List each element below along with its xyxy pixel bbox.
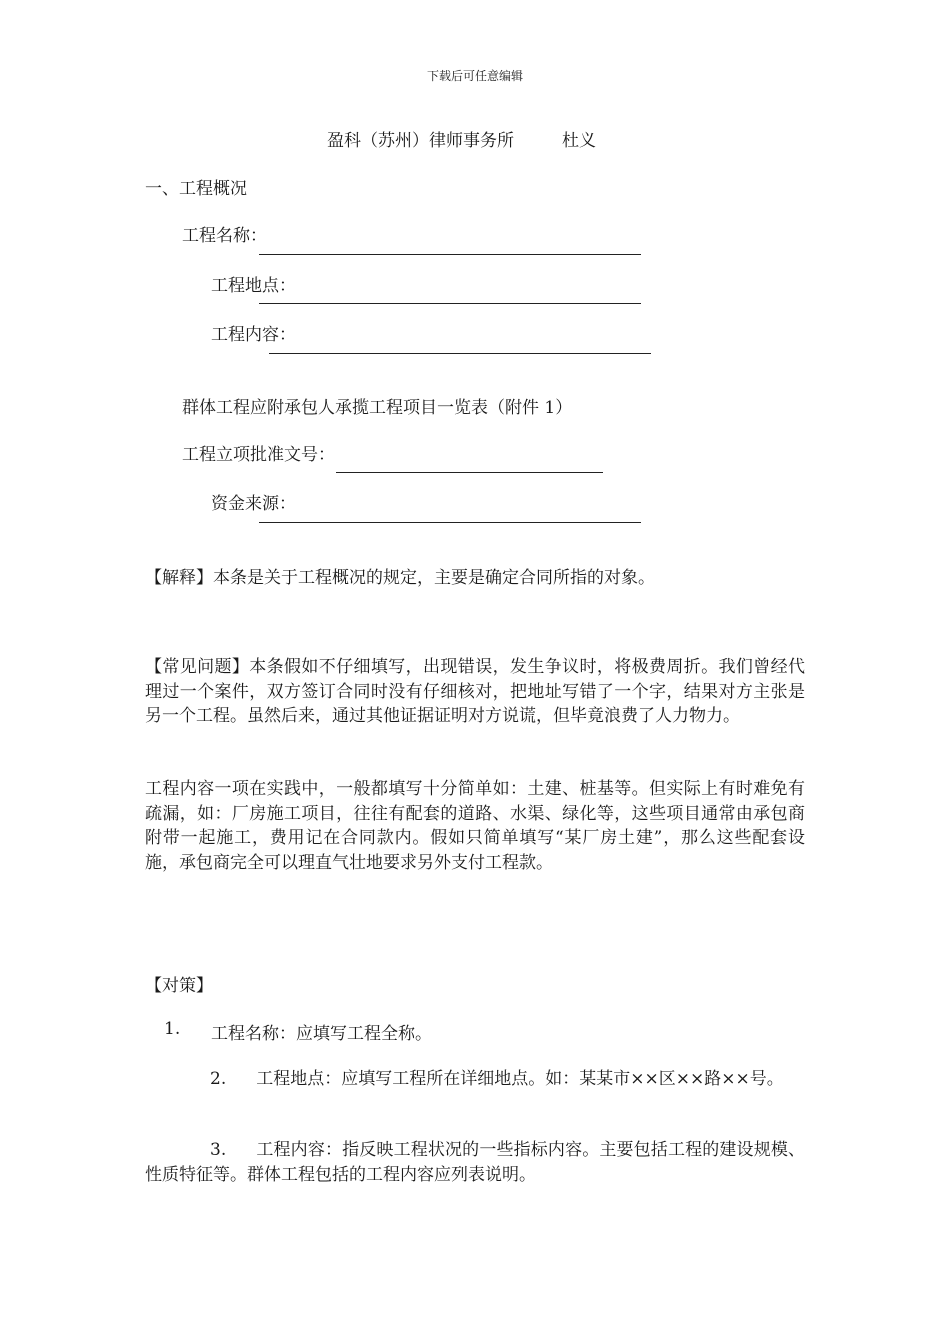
law-firm-name: 盈科（苏州）律师事务所: [327, 131, 514, 151]
field-label-project-name: 工程名称：: [182, 226, 267, 246]
funding-source-blank: [259, 522, 641, 523]
field-label-project-location: 工程地点：: [211, 276, 296, 296]
document-title: [327, 126, 596, 151]
project-content-blank: [269, 353, 651, 354]
field-label-project-content: 工程内容：: [211, 325, 296, 345]
countermeasure-item-3-text: 工程内容：指反映工程状况的一些指标内容。主要包括工程的建设规模、性质特征等。群体工程包括的工程内容应列表说明。: [145, 1140, 805, 1185]
explanation-paragraph: 【解释】本条是关于工程概况的规定，主要是确定合同所指的对象。: [145, 568, 655, 588]
header-note: 下载后可任意编辑: [426, 69, 523, 83]
field-label-funding-source: 资金来源：: [211, 494, 296, 514]
project-location-blank: [259, 303, 641, 304]
project-name-blank: [259, 254, 641, 255]
section-heading: 一、工程概况: [145, 179, 247, 199]
countermeasure-item-1-number: 1.: [164, 1019, 181, 1039]
countermeasure-item-2-number: 2.: [210, 1069, 227, 1089]
countermeasure-item-2: [145, 1067, 805, 1092]
group-project-note: 群体工程应附承包人承揽工程项目一览表（附件 1）: [182, 398, 573, 418]
common-issues-paragraph: 【常见问题】本条假如不仔细填写，出现错误，发生争议时，将极费周折。我们曾经代理过一个案件，双方签订合同时没有仔细核对，把地址写错了一个字，结果对方主张是另一个工程。虽然后来，通过其他证据证明对方说谎，但毕竟浪费了人力物力。: [145, 657, 805, 726]
countermeasure-item-3-number: 3.: [210, 1140, 227, 1160]
countermeasure-item-2-text: 工程地点：应填写工程所在详细地点。如：某某市××区××路××号。: [256, 1069, 784, 1089]
countermeasure-item-3: [145, 1138, 805, 1187]
approval-number-blank: [336, 472, 603, 473]
countermeasure-heading: 【对策】: [145, 976, 213, 996]
field-label-approval-number: 工程立项批准文号：: [182, 445, 335, 465]
author-name: 杜义: [562, 131, 596, 151]
countermeasure-item-1-text: 工程名称：应填写工程全称。: [211, 1024, 432, 1044]
content-note-paragraph: 工程内容一项在实践中，一般都填写十分简单如：土建、桩基等。但实际上有时难免有疏漏，如：厂房施工项目，往往有配套的道路、水渠、绿化等，这些项目通常由承包商附带一起施工，费用记在合同款内。假如只简单填写“某厂房土建”，那么这些配套设施，承包商完全可以理直气壮地要求另外支付工程款。: [145, 779, 805, 873]
